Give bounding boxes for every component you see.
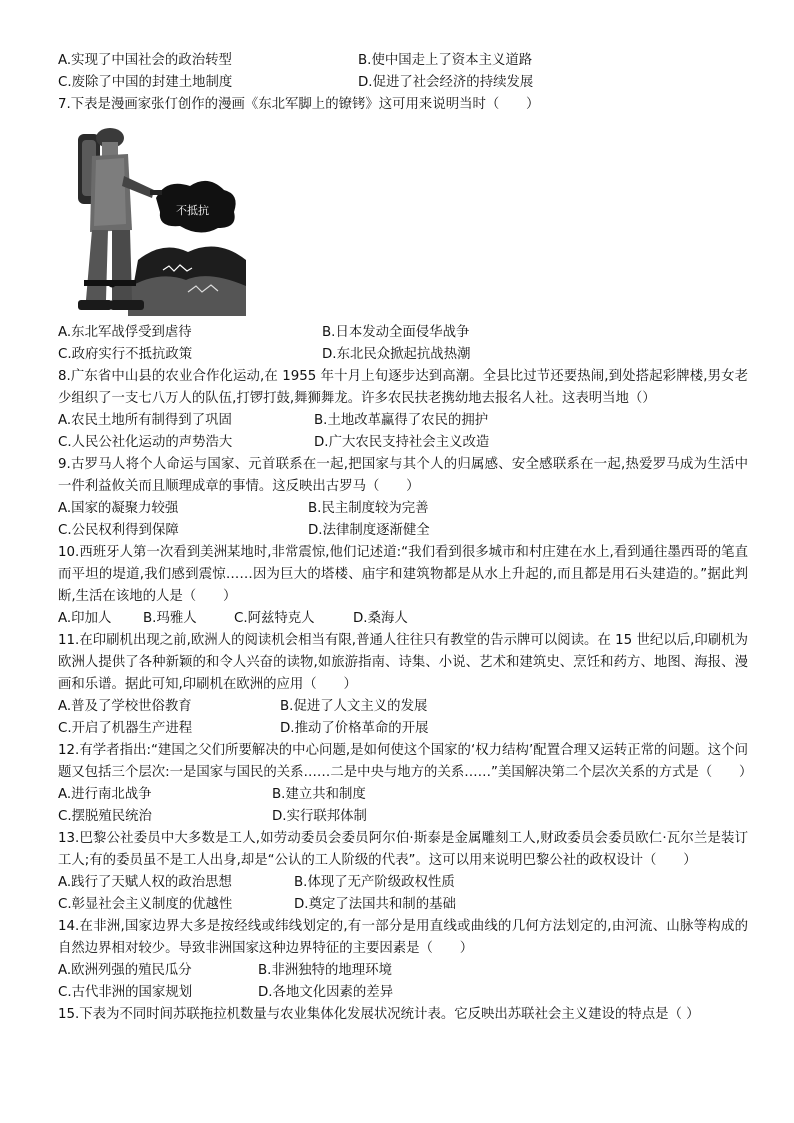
q6-options-row-2 <box>58 72 748 94</box>
q11-option-b[interactable]: B.促进了人文主义的发展 <box>280 699 428 714</box>
q14-option-b[interactable]: B.非洲独特的地理环境 <box>258 963 392 978</box>
q11-option-a[interactable]: A.普及了学校世俗教育 <box>58 699 192 714</box>
q10-option-a[interactable]: A.印加人 <box>58 611 112 626</box>
q8-option-a[interactable]: A.农民土地所有制得到了巩固 <box>58 413 232 428</box>
q9-option-d[interactable]: D.法律制度逐渐健全 <box>308 523 430 538</box>
q12-stem: 12.有学者指出:“建国之父们所要解决的中心问题,是如何使这个国家的‘权力结构’配置合理又运转正常的问题。这个问题又包括三个层次:一是国家与国民的关系……二是中央与地方的关系……”美国解决第二个层次关系的方式是（ ） <box>58 743 753 780</box>
cartoon-label: 不抵抗 <box>176 204 209 217</box>
q12-option-a[interactable]: A.进行南北战争 <box>58 787 152 802</box>
q9-options-row-1 <box>58 498 748 520</box>
q6-option-b[interactable]: B.使中国走上了资本主义道路 <box>358 53 533 68</box>
q9-option-a[interactable]: A.国家的凝聚力较强 <box>58 501 179 516</box>
q13-option-c[interactable]: C.彰显社会主义制度的优越性 <box>58 897 233 912</box>
q9-stem: 9.古罗马人将个人命运与国家、元首联系在一起,把国家与其个人的归属感、安全感联系在一起,热爱罗马成为生活中一件利益攸关而且顺理成章的事情。这反映出古罗马（ ） <box>58 457 748 494</box>
q6-option-d[interactable]: D.促进了社会经济的持续发展 <box>358 75 534 90</box>
q7-option-c[interactable]: C.政府实行不抵抗政策 <box>58 347 193 362</box>
q7-options-row-2 <box>58 344 748 366</box>
q8-options-row-2 <box>58 432 748 454</box>
q7-option-a[interactable]: A.东北军战俘受到虐待 <box>58 325 192 340</box>
q8-option-d[interactable]: D.广大农民支持社会主义改造 <box>314 435 490 450</box>
q7-option-d[interactable]: D.东北民众掀起抗战热潮 <box>322 347 471 362</box>
q7-options-row-1 <box>58 322 748 344</box>
q6-options-row-1 <box>58 50 748 72</box>
q11-options-row-1 <box>58 696 748 718</box>
q13-option-d[interactable]: D.奠定了法国共和制的基础 <box>294 897 456 912</box>
q13-option-a[interactable]: A.践行了天赋人权的政治思想 <box>58 875 232 890</box>
q10-option-c[interactable]: C.阿兹特克人 <box>234 611 315 626</box>
q7-cartoon-figure <box>68 120 246 316</box>
q8-stem: 8.广东省中山县的农业合作化运动,在 1955 年十月上旬逐步达到高潮。全县比过节还要热闹,到处搭起彩牌楼,男女老少组织了一支七八万人的队伍,打锣打鼓,舞狮舞龙。许多农民扶老携幼地去报名人社。这表明当地（） <box>58 369 748 406</box>
q7-option-b[interactable]: B.日本发动全面侵华战争 <box>322 325 470 340</box>
soldier-cartoon-image <box>68 120 246 316</box>
q9-option-c[interactable]: C.公民权利得到保障 <box>58 523 179 538</box>
exam-page <box>58 50 753 1026</box>
q13-stem: 13.巴黎公社委员中大多数是工人,如劳动委员会委员阿尔伯·斯泰是金属雕刻工人,财政委员会委员欧仁·瓦尔兰是装订工人;有的委员虽不是工人出身,却是“公认的工人阶级的代表”。这可以用来说明巴黎公社的政权设计（ ） <box>58 831 748 868</box>
q11-option-d[interactable]: D.推动了价格革命的开展 <box>280 721 429 736</box>
q12-option-d[interactable]: D.实行联邦体制 <box>272 809 367 824</box>
q11-option-c[interactable]: C.开启了机器生产进程 <box>58 721 193 736</box>
q14-options-row-2 <box>58 982 748 1004</box>
q14-option-c[interactable]: C.古代非洲的国家规划 <box>58 985 193 1000</box>
q9-option-b[interactable]: B.民主制度较为完善 <box>308 501 429 516</box>
q9-options-row-2 <box>58 520 748 542</box>
q6-option-c[interactable]: C.废除了中国的封建土地制度 <box>58 75 233 90</box>
q10-options-row <box>58 608 748 630</box>
q6-option-a[interactable]: A.实现了中国社会的政治转型 <box>58 53 232 68</box>
q10-option-b[interactable]: B.玛雅人 <box>143 611 197 626</box>
q15-stem: 15.下表为不同时间苏联拖拉机数量与农业集体化发展状况统计表。它反映出苏联社会主义建设的特点是（ ） <box>58 1007 700 1022</box>
q14-option-d[interactable]: D.各地文化因素的差异 <box>258 985 394 1000</box>
q13-options-row-1 <box>58 872 748 894</box>
q10-option-d[interactable]: D.桑海人 <box>353 611 408 626</box>
q12-option-b[interactable]: B.建立共和制度 <box>272 787 366 802</box>
q11-stem: 11.在印刷机出现之前,欧洲人的阅读机会相当有限,普通人往往只有教堂的告示牌可以阅读。在 15 世纪以后,印刷机为欧洲人提供了各种新颖的和令人兴奋的读物,如旅游指南、诗集、小说、艺术和建筑史、烹饪和药方、地图、海报、漫画和乐谱。据此可知,印刷机在欧洲的应用（ ） <box>58 633 748 692</box>
q7-stem: 7.下表是漫画家张仃创作的漫画《东北军脚上的镣铐》这可用来说明当时（ ） <box>58 97 540 112</box>
q14-option-a[interactable]: A.欧洲列强的殖民瓜分 <box>58 963 192 978</box>
q13-options-row-2 <box>58 894 748 916</box>
q8-option-b[interactable]: B.土地改革赢得了农民的拥护 <box>314 413 489 428</box>
q11-options-row-2 <box>58 718 748 740</box>
q8-option-c[interactable]: C.人民公社化运动的声势浩大 <box>58 435 233 450</box>
q14-options-row-1 <box>58 960 748 982</box>
q12-options-row-2 <box>58 806 748 828</box>
q12-options-row-1 <box>58 784 748 806</box>
q14-stem: 14.在非洲,国家边界大多是按经线或纬线划定的,有一部分是用直线或曲线的几何方法划定的,由河流、山脉等构成的自然边界相对较少。导致非洲国家这种边界特征的主要因素是（ ） <box>58 919 748 956</box>
q10-stem: 10.西班牙人第一次看到美洲某地时,非常震惊,他们记述道:“我们看到很多城市和村庄建在水上,看到通往墨西哥的笔直而平坦的堤道,我们感到震惊……因为巨大的塔楼、庙宇和建筑物都是从水上升起的,而且都是用石头建造的。”据此判断,生活在该地的人是（ ） <box>58 545 748 604</box>
q12-option-c[interactable]: C.摆脱殖民统治 <box>58 809 152 824</box>
q13-option-b[interactable]: B.体现了无产阶级政权性质 <box>294 875 455 890</box>
q8-options-row-1 <box>58 410 748 432</box>
